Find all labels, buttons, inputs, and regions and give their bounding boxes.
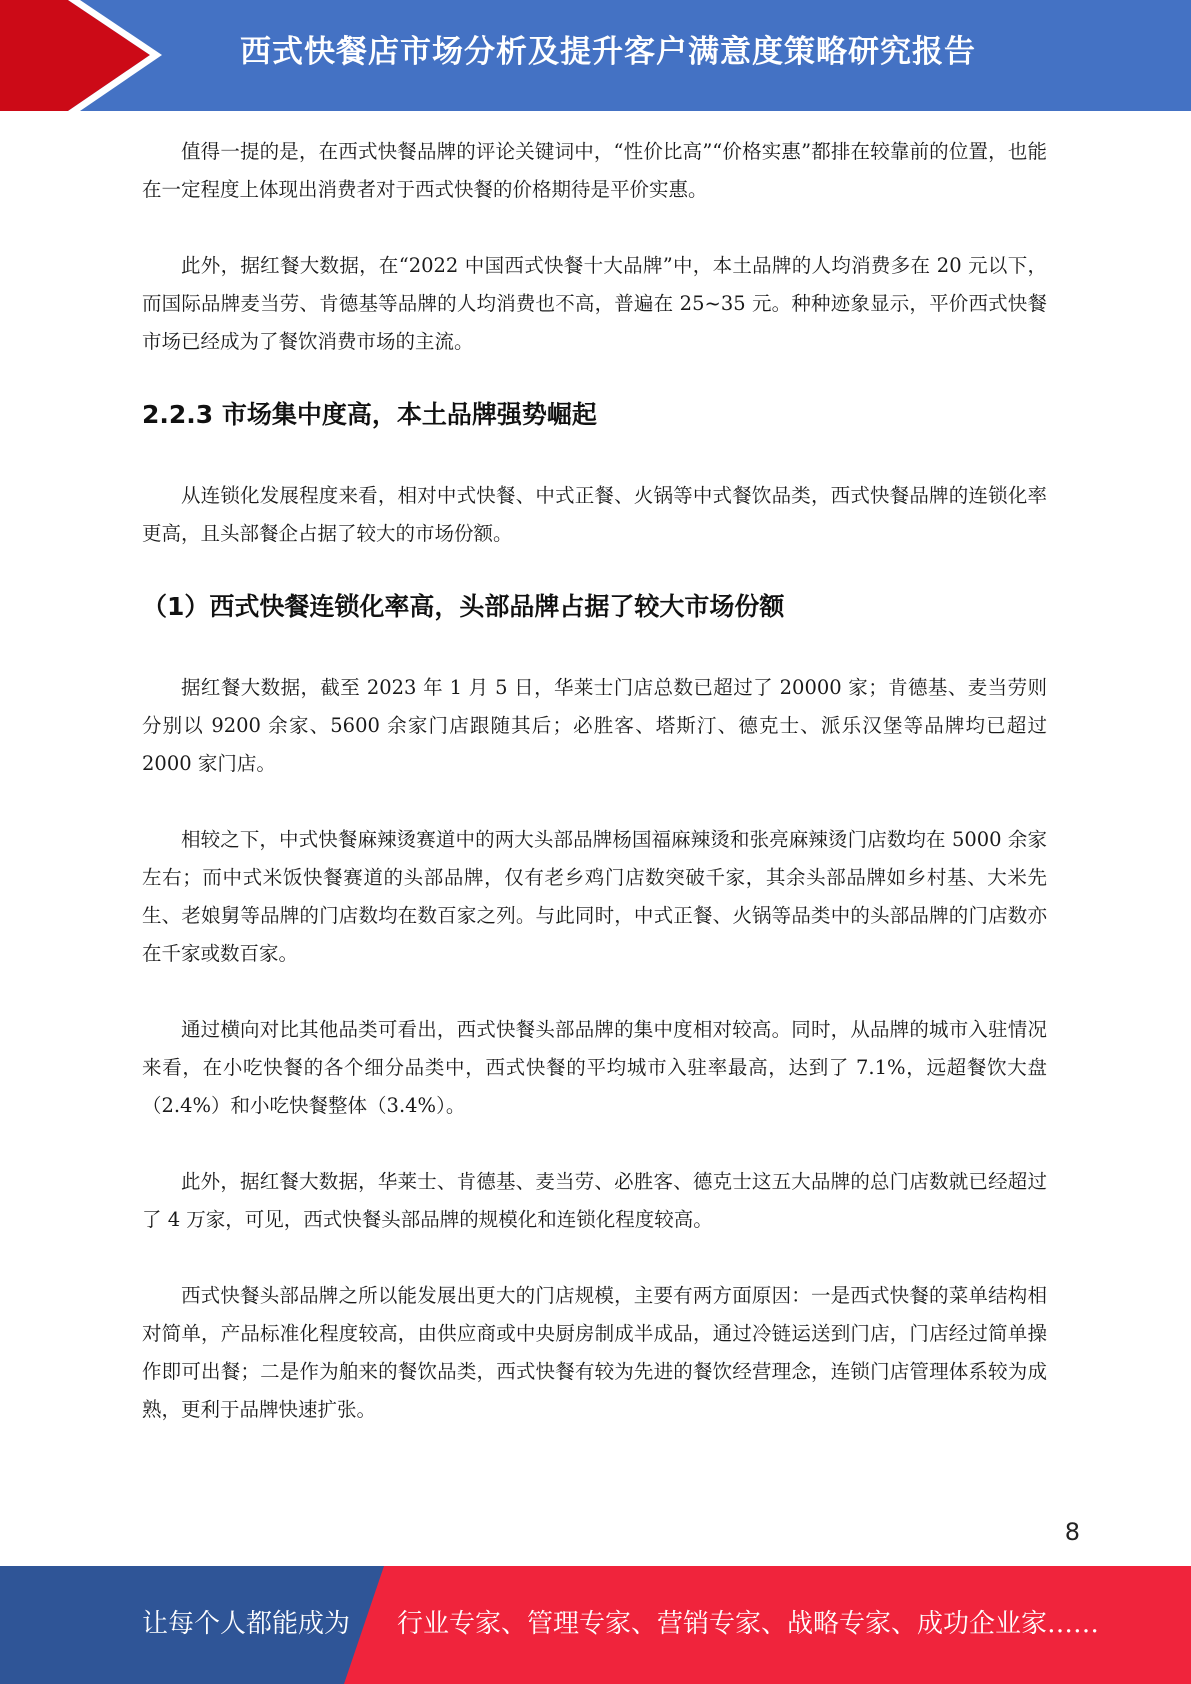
footer-slogan-left: 让每个人都能成为 [142, 1609, 351, 1639]
paragraph-concentration: 通过横向对比其他品类可看出，西式快餐头部品牌的集中度相对较高。同时，从品牌的城市入驻情况来看，在小吃快餐的各个细分品类中，西式快餐的平均城市入驻率最高，达到了 7.1%，远超餐饮大盘（2.4%）和小吃快餐整体（3.4%）。 [142, 1018, 1047, 1117]
paragraph-top-five-brands: 此外，据红餐大数据，华莱士、肯德基、麦当劳、必胜客、德克士这五大品牌的总门店数就已经超过了 4 万家，可见，西式快餐头部品牌的规模化和连锁化程度较高。 [142, 1170, 1047, 1231]
report-title: 西式快餐店市场分析及提升客户满意度策略研究报告 [240, 34, 976, 70]
subsection-heading-1: （1）西式快餐连锁化率高，头部品牌占据了较大市场份额 [142, 592, 785, 621]
paragraph-expansion-reasons: 西式快餐头部品牌之所以能发展出更大的门店规模，主要有两方面原因：一是西式快餐的菜单结构相对简单，产品标准化程度较高，由供应商或中央厨房制成半成品，通过冷链运送到门店，门店经过简单操作即可出餐；二是作为舶来的餐饮品类，西式快餐有较为先进的餐饮经营理念，连锁门店管理体系较为成熟，更利于品牌快速扩张。 [142, 1284, 1047, 1421]
paragraph-chain-rate: 从连锁化发展程度来看，相对中式快餐、中式正餐、火锅等中式餐饮品类，西式快餐品牌的连锁化率更高，且头部餐企占据了较大的市场份额。 [142, 484, 1047, 545]
header-red-arrow [0, 0, 150, 111]
paragraph-chinese-fast-food: 相较之下，中式快餐麻辣烫赛道中的两大头部品牌杨国福麻辣烫和张亮麻辣烫门店数均在 5000 余家左右；而中式米饭快餐赛道的头部品牌，仅有老乡鸡门店数突破千家，其余头部品牌如乡村基、大米先生、老娘舅等品牌的门店数均在数百家之列。与此同时，中式正餐、火锅等品类中的头部品牌的门店数亦在千家或数百家。 [142, 828, 1047, 965]
page-header [0, 0, 1191, 111]
paragraph-price-keywords: 值得一提的是，在西式快餐品牌的评论关键词中，“性价比高”“价格实惠”都排在较靠前的位置，也能在一定程度上体现出消费者对于西式快餐的价格期待是平价实惠。 [142, 140, 1047, 201]
paragraph-average-spend: 此外，据红餐大数据，在“2022 中国西式快餐十大品牌”中，本土品牌的人均消费多在 20 元以下，而国际品牌麦当劳、肯德基等品牌的人均消费也不高，普遍在 25~35 元。种种迹象显示，平价西式快餐市场已经成为了餐饮消费市场的主流。 [142, 254, 1047, 353]
paragraph-store-counts: 据红餐大数据，截至 2023 年 1 月 5 日，华莱士门店总数已超过了 20000 家；肯德基、麦当劳则分别以 9200 余家、5600 余家门店跟随其后；必胜客、塔斯汀、德克士、派乐汉堡等品牌均已超过 2000 家门店。 [142, 676, 1047, 775]
footer-slogan-right: 行业专家、管理专家、营销专家、战略专家、成功企业家…… [397, 1609, 1100, 1639]
page-number: 8 [1064, 1518, 1080, 1546]
section-heading-2-2-3: 2.2.3 市场集中度高，本土品牌强势崛起 [142, 400, 597, 429]
page-footer [0, 1566, 1191, 1684]
